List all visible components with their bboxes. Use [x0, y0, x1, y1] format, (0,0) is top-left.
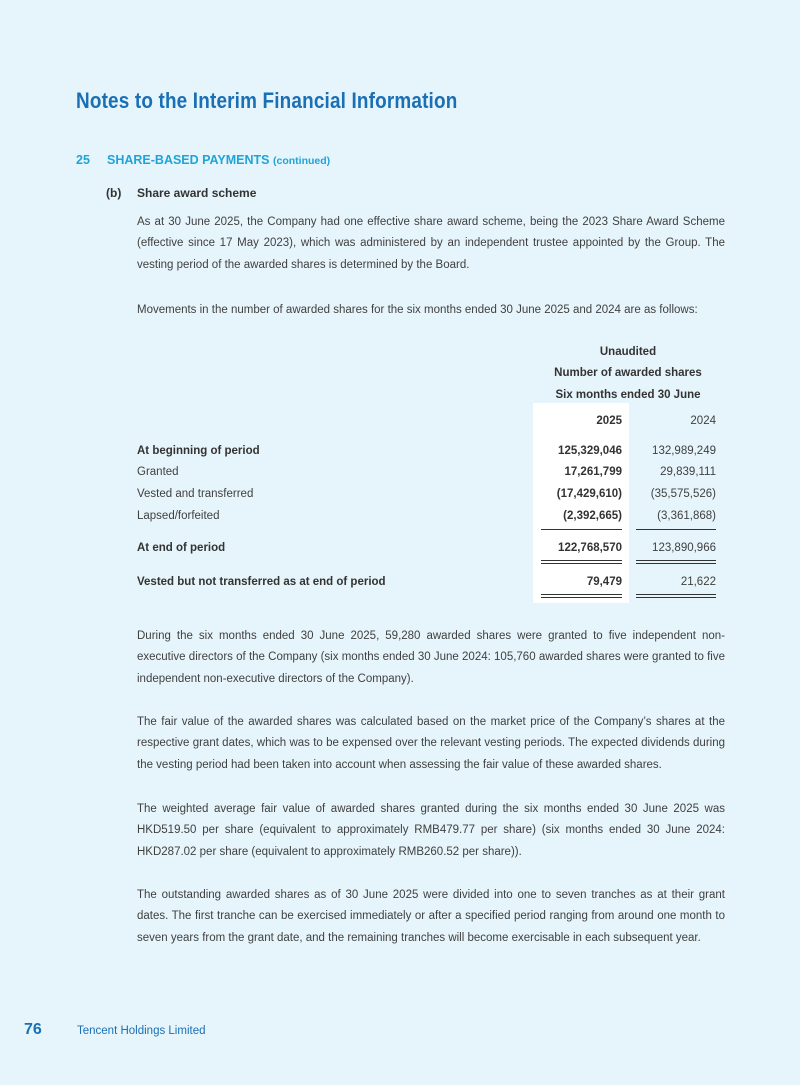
total-double-rule-2024 [636, 560, 716, 564]
value-2024-lapsed: (3,361,868) [657, 510, 716, 522]
column-header-2025: 2025 [596, 415, 622, 427]
weighted-average-paragraph: The weighted average fair value of awarded shares granted during the six months ended 30 June 2025 was HKD519.50 per share (equivalent to approximately RMB479.77 per share) (six months ended 30 June 2024: HKD287.02 per share (equivalent to approximately RMB260.52 per share)). [137, 803, 725, 858]
value-2024-granted: 29,839,111 [660, 466, 716, 478]
value-2024-beginning: 132,989,249 [652, 445, 716, 457]
subsection-heading [106, 186, 256, 200]
final-double-rule-2024 [636, 594, 716, 598]
section-heading [76, 153, 330, 167]
value-2024-vested: (35,575,526) [650, 488, 716, 500]
subtotal-rule-2024 [636, 529, 716, 530]
value-2025-vested: (17,429,610) [556, 488, 622, 500]
subsection-title: Share award scheme [137, 186, 257, 200]
value-2025-lapsed: (2,392,665) [563, 510, 622, 522]
total-double-rule-2025 [541, 560, 622, 564]
value-2025-granted: 17,261,799 [564, 466, 622, 478]
value-2025-end: 122,768,570 [558, 542, 622, 554]
value-2025-vested-not-transferred: 79,479 [586, 576, 622, 588]
section-title: SHARE-BASED PAYMENTS [107, 153, 270, 167]
value-2025-beginning: 125,329,046 [558, 445, 622, 457]
final-double-rule-2025 [541, 594, 622, 598]
fair-value-paragraph: The fair value of the awarded shares was calculated based on the market price of the Company’s shares at the respective grant dates, which was to be expensed over the relevant vesting periods. The expected dividends during the vesting period had been taken into account when assessing the fair value of these awarded shares. [137, 716, 725, 771]
column-header-2024: 2024 [690, 415, 716, 427]
page-title: Notes to the Interim Financial Information [76, 88, 458, 113]
section-number: 25 [76, 153, 90, 167]
granted-directors-paragraph: During the six months ended 30 June 2025, 59,280 awarded shares were granted to five independent non-executive directors of the Company (six months ended 30 June 2024: 105,760 awarded shares were granted to five independent non-executive directors of the Company). [137, 630, 725, 685]
table-header-number-of-shares: Number of awarded shares [554, 367, 702, 379]
subtotal-rule-2025 [541, 529, 622, 530]
row-label-vested-not-transferred: Vested but not transferred as at end of period [137, 576, 386, 588]
company-name: Tencent Holdings Limited [77, 1025, 206, 1037]
value-2024-end: 123,890,966 [652, 542, 716, 554]
intro-paragraph: As at 30 June 2025, the Company had one effective share award scheme, being the 2023 Share Award Scheme (effective since 17 May 2023), which was administered by an independent trustee appointed by the Group. The vesting period of the awarded shares is determined by the Board. [137, 216, 725, 271]
subsection-label: (b) [106, 186, 122, 200]
section-continued: (continued) [273, 155, 331, 167]
current-period-shading [533, 403, 629, 603]
row-label-lapsed: Lapsed/forfeited [137, 510, 220, 522]
row-label-granted: Granted [137, 466, 179, 478]
value-2024-vested-not-transferred: 21,622 [680, 576, 716, 588]
tranches-paragraph: The outstanding awarded shares as of 30 June 2025 were divided into one to seven tranches as at their grant dates. The first tranche can be exercised immediately or after a specified period ranging from around one month to seven years from the grant date, and the remaining tranches will become exercisable in each subsequent year. [137, 889, 725, 944]
table-header-period: Six months ended 30 June [555, 389, 701, 401]
page-number: 76 [24, 1021, 42, 1038]
row-label-end: At end of period [137, 542, 226, 554]
movements-paragraph: Movements in the number of awarded shares for the six months ended 30 June 2025 and 2024 are as follows: [137, 304, 698, 316]
row-label-beginning: At beginning of period [137, 445, 260, 457]
row-label-vested: Vested and transferred [137, 488, 254, 500]
table-header-unaudited: Unaudited [599, 346, 657, 358]
